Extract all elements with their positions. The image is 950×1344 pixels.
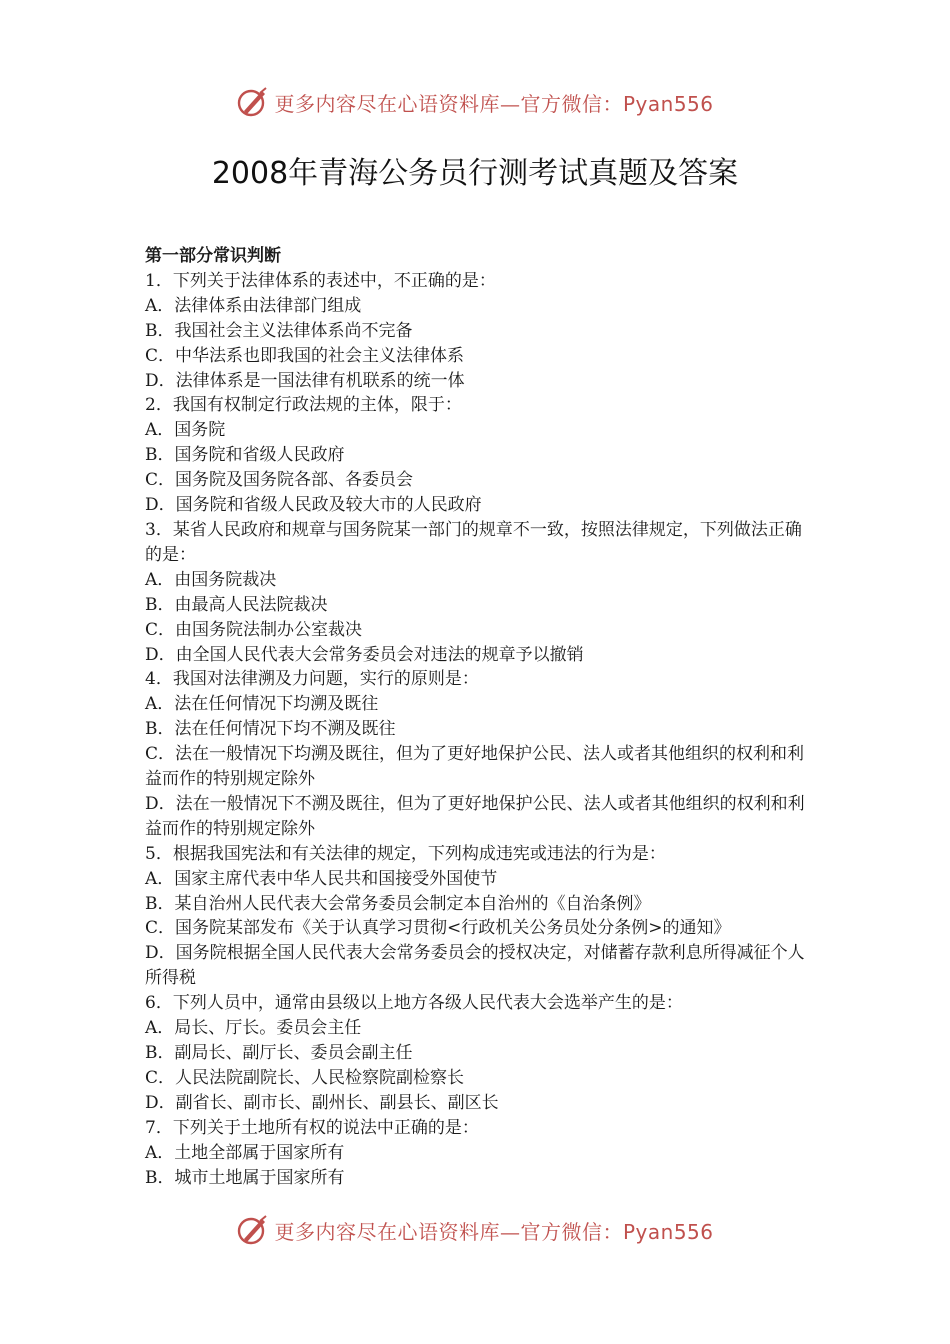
option-3a: A．由国务院裁决 [145,569,277,590]
option-3d: D．由全国人民代表大会常务委员会对违法的规章予以撤销 [145,644,584,665]
option-1c: C．中华法系也即我国的社会主义法律体系 [145,345,465,366]
option-2d: D．国务院和省级人民政及较大市的人民政府 [145,495,482,516]
option-3c: C．由国务院法制办公室裁决 [145,619,363,640]
footer-banner-text [274,1216,713,1245]
footer-wechat-id: Pyan556 [622,1219,714,1244]
section-heading: 第一部分常识判断 [145,246,281,266]
option-5c: C．国务院某部发布《关于认真学习贯彻<行政机关公务员处分条例>的通知》 [145,918,731,939]
question-7: 7．下列关于土地所有权的说法中正确的是： [145,1117,479,1138]
question-3: 3．某省人民政府和规章与国务院某一部门的规章不一致，按照法律规定，下列做法正确的是： [145,519,802,565]
option-2b: B．国务院和省级人民政府 [145,445,345,466]
option-6a: A．局长、厅长。委员会主任 [145,1018,362,1039]
option-6d: D．副省长、副市长、副州长、副县长、副区长 [145,1092,499,1113]
option-4c: C．法在一般情况下均溯及既往，但为了更好地保护公民、法人或者其他组织的权利和利益而作的特别规定除外 [145,744,805,790]
pen-logo-icon [236,1213,270,1247]
option-6c: C．人民法院副院长、人民检察院副检察长 [145,1067,465,1088]
question-1: 1．下列关于法律体系的表述中，不正确的是： [145,270,496,291]
option-5b: B．某自治州人民代表大会常务委员会制定本自治州的《自治条例》 [145,893,651,914]
option-1d: D．法律体系是一国法律有机联系的统一体 [145,370,465,391]
option-1b: B．我国社会主义法律体系尚不完备 [145,320,413,341]
header-banner-label: 更多内容尽在心语资料库—官方微信： [274,91,623,116]
question-6: 6．下列人员中，通常由县级以上地方各级人民代表大会选举产生的是： [145,993,683,1014]
option-4b: B．法在任何情况下均不溯及既往 [145,719,396,740]
pen-logo-icon [236,85,270,119]
footer-banner [0,1210,950,1250]
option-7a: A．土地全部属于国家所有 [145,1142,345,1163]
option-5a: A．国家主席代表中华人民共和国接受外国使节 [145,868,498,889]
document-body [145,244,815,1190]
option-1a: A．法律体系由法律部门组成 [145,295,362,316]
option-4d: D．法在一般情况下不溯及既往，但为了更好地保护公民、法人或者其他组织的权利和利益而作的特别规定除外 [145,793,805,839]
option-7b: B．城市土地属于国家所有 [145,1167,345,1188]
question-2: 2．我国有权制定行政法规的主体，限于： [145,395,462,416]
page-title: 2008年青海公务员行测考试真题及答案 [211,156,739,191]
question-5: 5．根据我国宪法和有关法律的规定，下列构成违宪或违法的行为是： [145,843,666,864]
option-6b: B．副局长、副厅长、委员会副主任 [145,1043,413,1063]
header-banner [0,82,950,122]
option-2a: A．国务院 [145,420,226,441]
option-4a: A．法在任何情况下均溯及既往 [145,694,379,715]
question-4: 4．我国对法律溯及力问题，实行的原则是： [145,669,479,690]
header-wechat-id: Pyan556 [622,91,714,116]
footer-banner-label: 更多内容尽在心语资料库—官方微信： [274,1219,623,1244]
header-banner-text [274,88,713,117]
option-2c: C．国务院及国务院各部、各委员会 [145,470,414,491]
option-5d: D．国务院根据全国人民代表大会常务委员会的授权决定，对储蓄存款利息所得减征个人所得税 [145,943,805,989]
option-3b: B．由最高人民法院裁决 [145,594,328,615]
